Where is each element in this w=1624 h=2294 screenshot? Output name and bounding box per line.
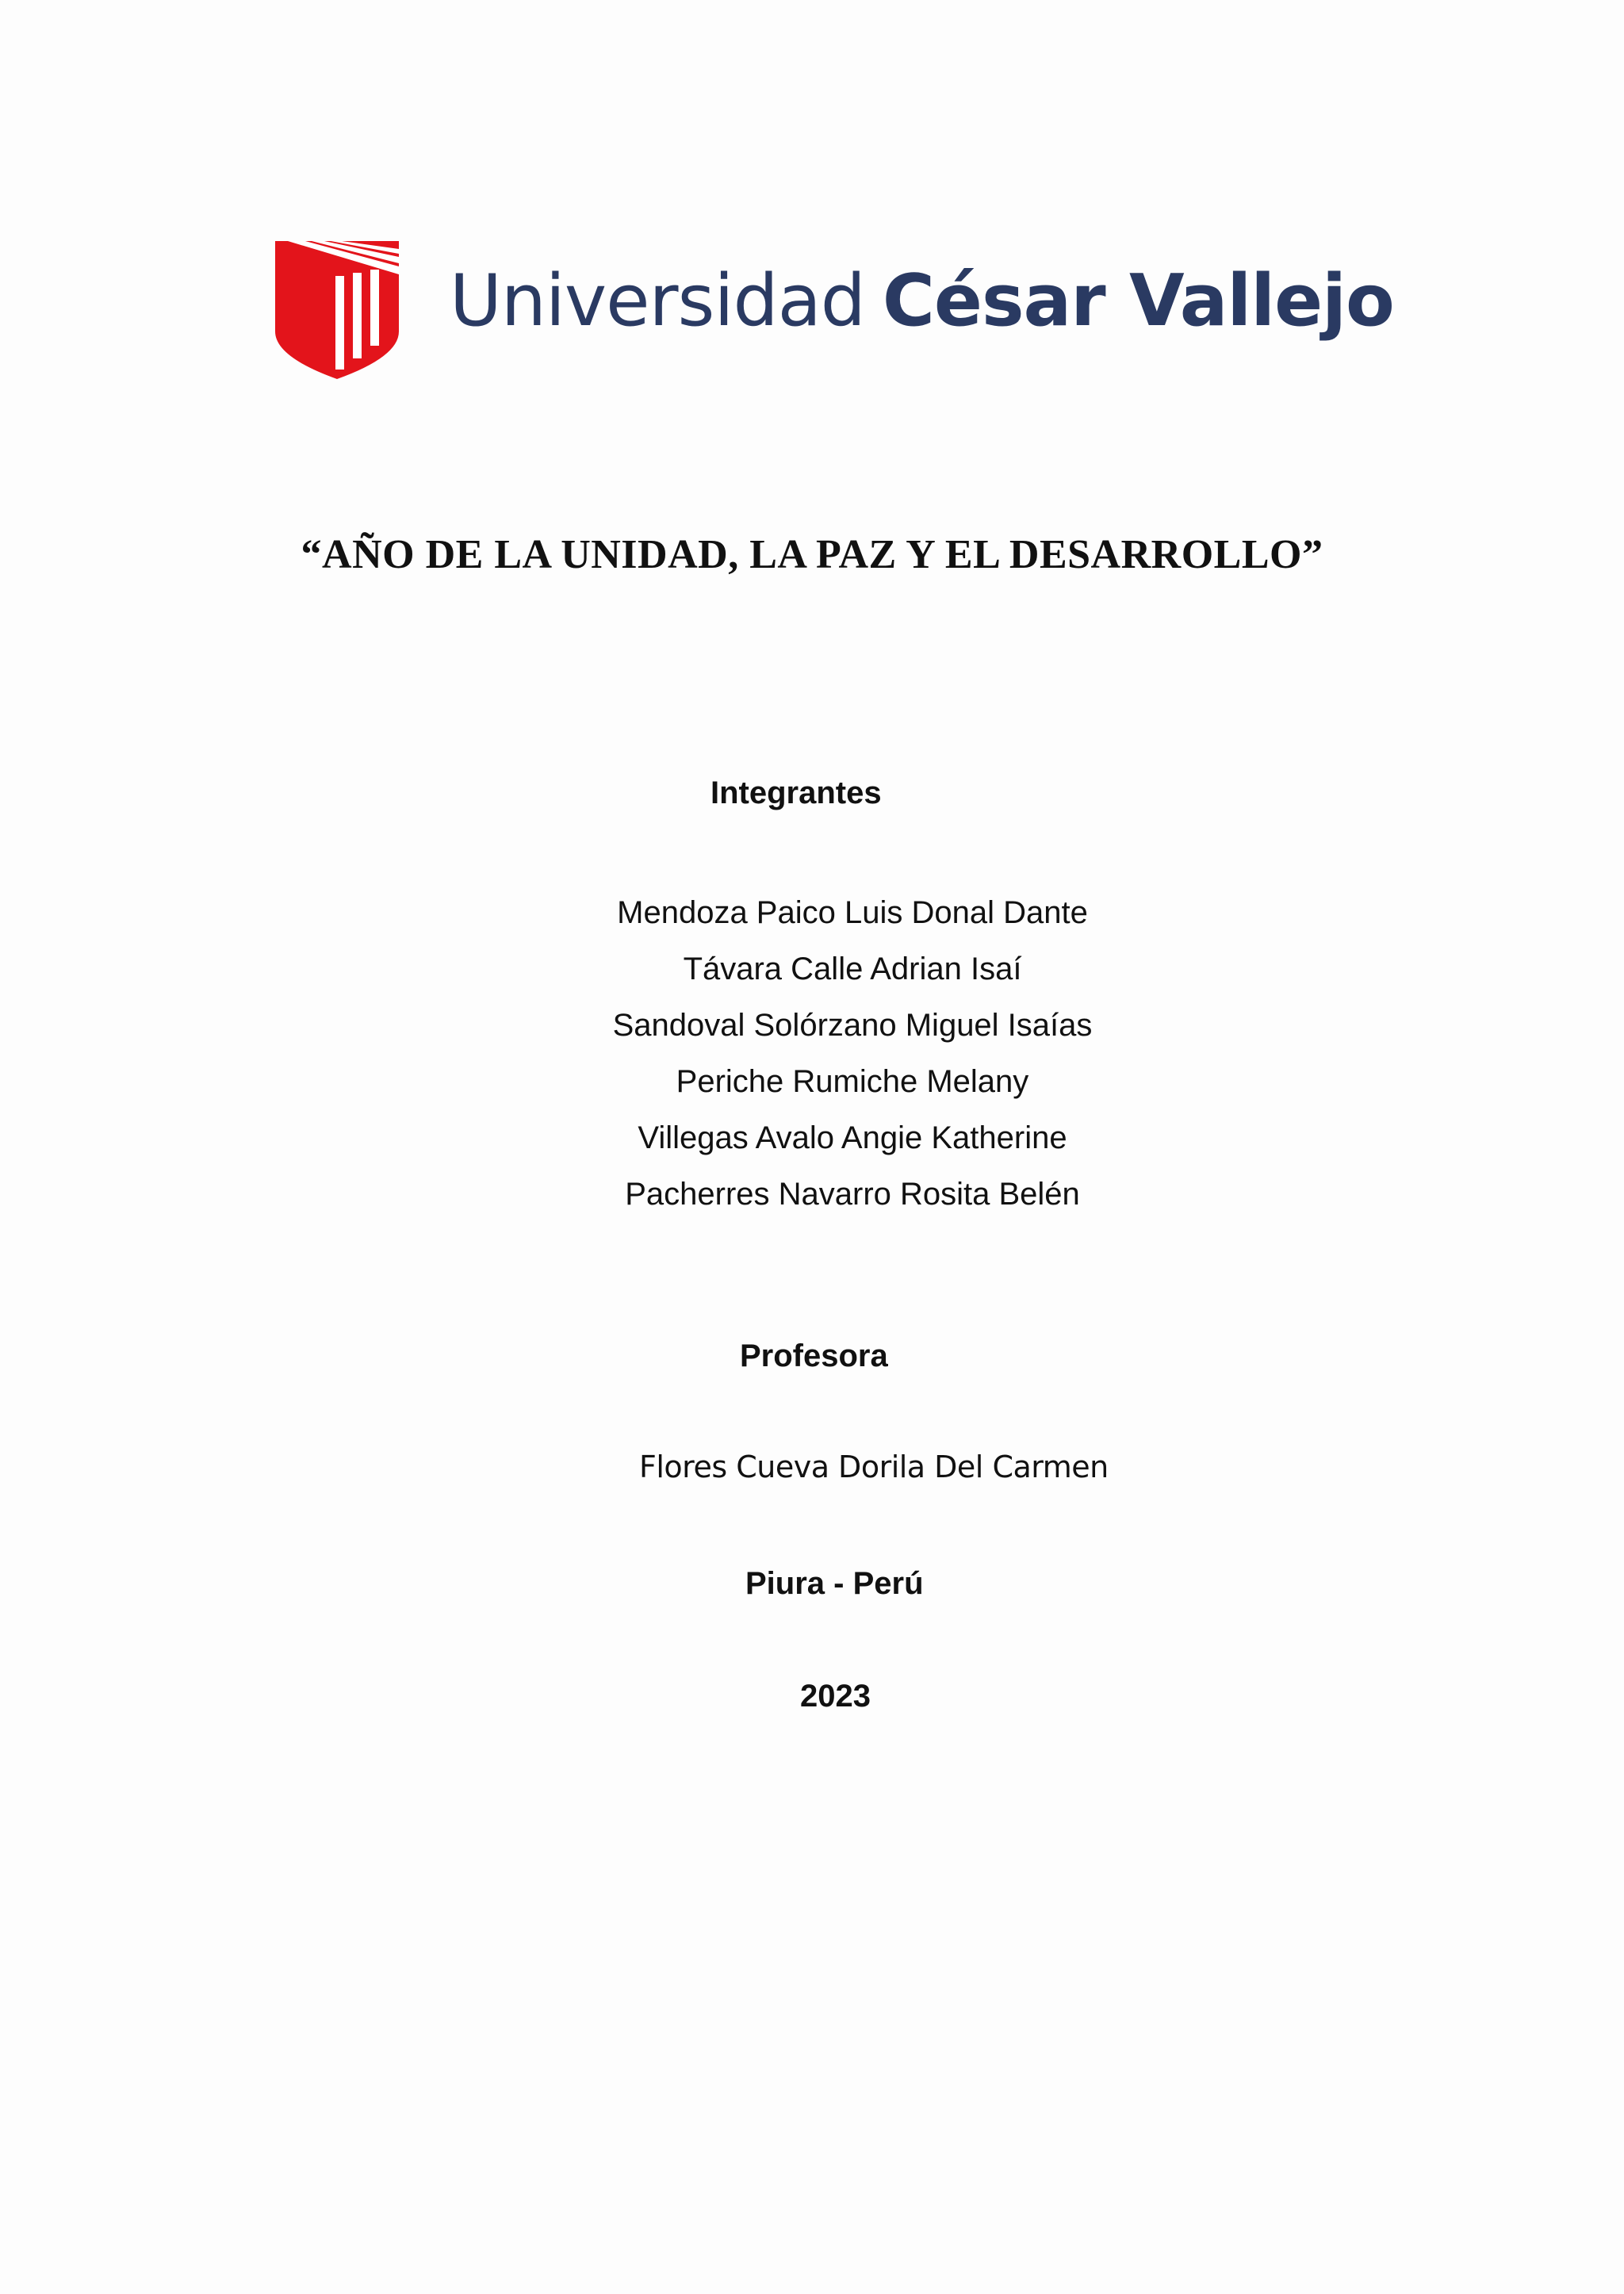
profesora-heading: Profesora xyxy=(740,1338,888,1373)
university-name-bold: César Vallejo xyxy=(882,259,1394,343)
member-name: Távara Calle Adrian Isaí xyxy=(683,952,1022,986)
location: Piura - Perú xyxy=(745,1566,924,1601)
members-list xyxy=(587,885,1118,1223)
member-name: Villegas Avalo Angie Katherine xyxy=(638,1120,1067,1155)
member-name: Pacherres Navarro Rosita Belén xyxy=(625,1177,1080,1212)
university-name xyxy=(450,246,1394,357)
year: 2023 xyxy=(800,1679,871,1714)
member-name: Mendoza Paico Luis Donal Dante xyxy=(617,895,1088,930)
member-name: Periche Rumiche Melany xyxy=(676,1064,1029,1099)
ucv-shield-icon xyxy=(274,238,400,381)
integrantes-heading: Integrantes xyxy=(710,776,882,810)
university-logo xyxy=(274,238,1394,381)
year-motto: “AÑO DE LA UNIDAD, LA PAZ Y EL DESARROLLO” xyxy=(301,532,1323,577)
member-name: Sandoval Solórzano Miguel Isaías xyxy=(612,1008,1093,1043)
teacher-name: Flores Cueva Dorila Del Carmen xyxy=(639,1450,1109,1484)
university-name-regular: Universidad xyxy=(450,259,865,343)
